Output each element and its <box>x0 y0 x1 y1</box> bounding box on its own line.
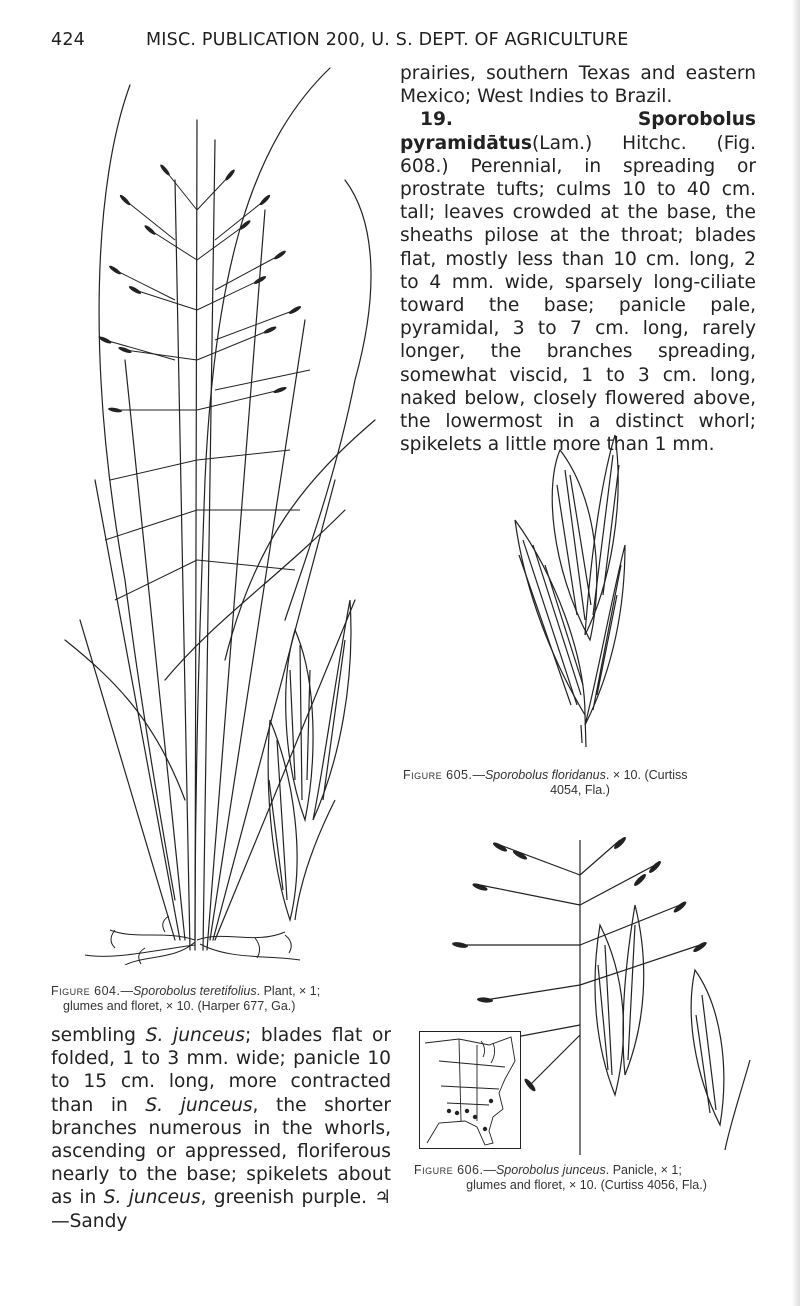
left-column-text: sembling S. junceus; blades flat or folded, 1 to 3 mm. wide; panicle 10 to 15 cm. long, more contracted than in S. junceus, the shorter branches numerous in the whorls, ascending or appressed, floriferous nearly to the base; spikelets about as in S. junceus, greenish purple. ♃ —Sandy <box>51 1025 391 1232</box>
figure-605-caption: Figure 605.—Sporobolus floridanus. × 10. (Curtiss 4054, Fla.) <box>403 768 688 797</box>
entry-description: (Lam.) Hitchc. (Fig. 608.) Perennial, in spreading or prostrate tufts; culms 10 to 40 cm. tall; leaves crowded at the base, the sheaths pilose at the throat; blades flat, mostly less than 10 cm. long, 2 to 4 mm. wide, sparsely long-ciliate toward the base; panicle pale, pyramidal, 3 to 7 cm. long, rarely longer, the branches spreading, somewhat viscid, 1 to 3 cm. long, naked below, closely flowered above, the lowermost in a distinct whorl; spikelets a little more than 1 mm. <box>400 132 756 456</box>
entry-number: 19. <box>420 109 453 131</box>
page-header <box>0 30 800 54</box>
perennial-symbol: ♃ <box>374 1187 391 1209</box>
figure-605-spikelet-illustration <box>505 425 640 755</box>
species-name: Sporobolus pyramidātus <box>400 109 756 154</box>
figure-604-caption: Figure 604.—Sporobolus teretifolius. Plant, × 1; glumes and floret, × 10. (Harper 677, Ga.) <box>51 984 321 1013</box>
figure-604-plant-illustration <box>55 60 390 965</box>
page-edge-shadow <box>792 0 800 1306</box>
species-entry <box>400 108 756 456</box>
continuation-text: prairies, southern Texas and eastern Mexico; West Indies to Brazil. <box>400 63 756 108</box>
distribution-map-inset <box>419 1031 521 1149</box>
figure-606-caption: Figure 606.—Sporobolus junceus. Panicle, × 1; glumes and floret, × 10. (Curtiss 4056, Fla.) <box>414 1163 707 1192</box>
running-title: MISC. PUBLICATION 200, U. S. DEPT. OF AGRICULTURE <box>146 30 629 50</box>
right-column-text <box>400 62 756 456</box>
page-number: 424 <box>51 30 86 50</box>
